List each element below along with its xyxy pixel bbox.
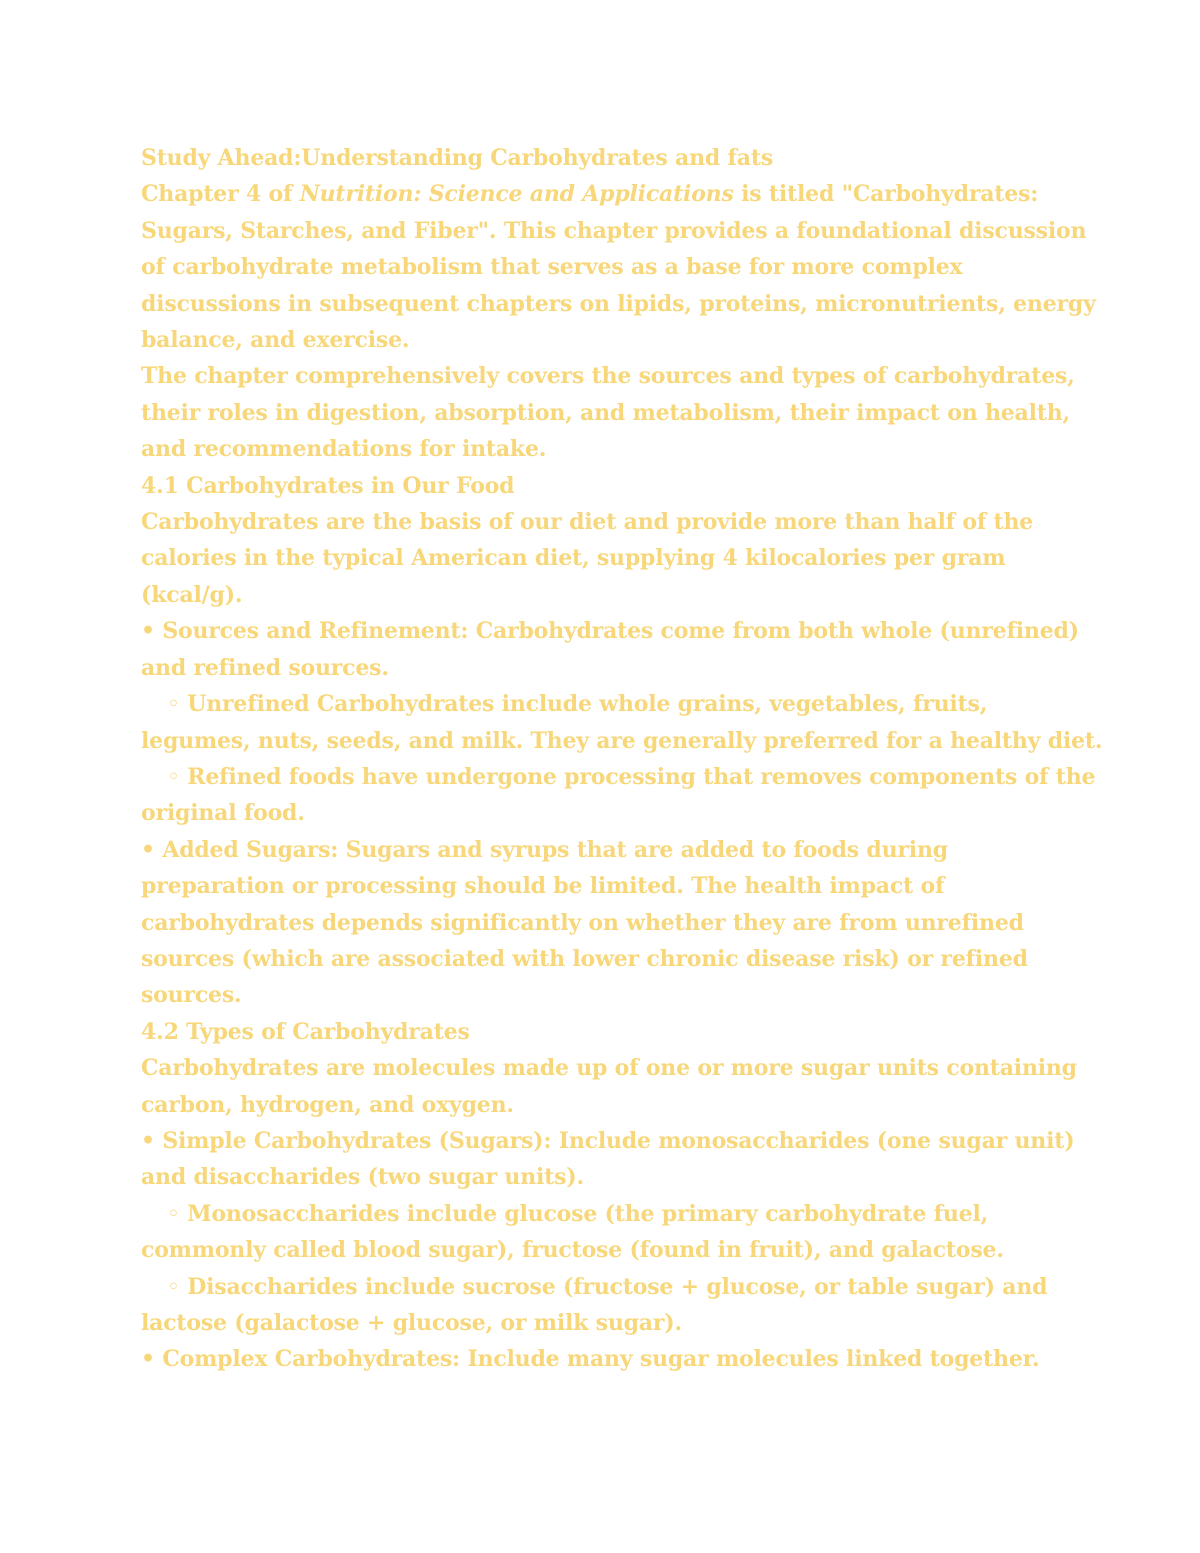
bullet-item-continuation: carbohydrates depends significantly on whether they are from unrefined [141,909,1024,936]
bullet-item-continuation: preparation or processing should be limited. The health impact of [141,873,945,900]
bullet-item-continuation: sources. [141,982,242,1009]
sub-bullet-item: ◦ Disaccharides include sucrose (fructose + glucose, or table sugar) and [167,1273,1048,1300]
intro-line: their roles in digestion, absorption, and metabolism, their impact on health, [141,399,1070,426]
intro-line: The chapter comprehensively covers the sources and types of carbohydrates, [141,363,1075,390]
paragraph-line: Carbohydrates are the basis of our diet and provide more than half of the [141,509,1034,536]
intro-line: balance, and exercise. [141,327,410,354]
sub-bullet-item-continuation: original food. [141,800,305,827]
bullet-item: • Added Sugars: Sugars and syrups that are added to foods during [141,836,948,863]
intro-line: discussions in subsequent chapters on lipids, proteins, micronutrients, energy [141,290,1096,317]
sub-bullet-item: ◦ Unrefined Carbohydrates include whole grains, vegetables, fruits, [167,691,988,718]
bullet-item-continuation: and refined sources. [141,654,389,681]
intro-line [141,176,1071,212]
sub-bullet-item: ◦ Refined foods have undergone processing that removes components of the [167,763,1096,790]
section-heading: 4.2 Types of Carbohydrates [141,1018,470,1045]
intro-line: and recommendations for intake. [141,436,547,463]
sub-bullet-item-continuation: lactose (galactose + glucose, or milk sugar). [141,1310,682,1336]
bullet-item-continuation: sources (which are associated with lower chronic disease risk) or refined [141,945,1028,972]
paragraph-line: calories in the typical American diet, supplying 4 kilocalories per gram [141,545,1006,572]
document-title: Study Ahead:Understanding Carbohydrates and fats [141,145,773,171]
paragraph-line: (kcal/g). [141,581,243,608]
bullet-item: • Sources and Refinement: Carbohydrates come from both whole (unrefined) [141,618,1079,645]
bullet-item: • Complex Carbohydrates: Include many sugar molecules linked together. [141,1346,1040,1373]
section-heading: 4.1 Carbohydrates in Our Food [141,472,515,499]
sub-bullet-item: ◦ Monosaccharides include glucose (the primary carbohydrate fuel, [167,1200,989,1227]
sub-bullet-item-continuation: legumes, nuts, seeds, and milk. They are generally preferred for a healthy diet. [141,727,1103,754]
intro-line: Sugars, Starches, and Fiber". This chapter provides a foundational discussion [141,217,1087,244]
paragraph-line: Carbohydrates are molecules made up of one or more sugar units containing [141,1055,1077,1082]
intro-line: of carbohydrate metabolism that serves as a base for more complex [141,254,963,281]
intro-text-start: Chapter 4 of [141,181,300,208]
sub-bullet-item-continuation: commonly called blood sugar), fructose (found in fruit), and galactose. [141,1237,1004,1264]
intro-text-end: is titled "Carbohydrates: [733,181,1039,208]
bullet-item-continuation: and disaccharides (two sugar units). [141,1164,584,1191]
book-title: Nutrition: Science and Applications [299,181,734,208]
document-body [141,140,1103,1378]
bullet-item: • Simple Carbohydrates (Sugars): Include monosaccharides (one sugar unit) [141,1127,1075,1154]
paragraph-line: carbon, hydrogen, and oxygen. [141,1091,514,1118]
